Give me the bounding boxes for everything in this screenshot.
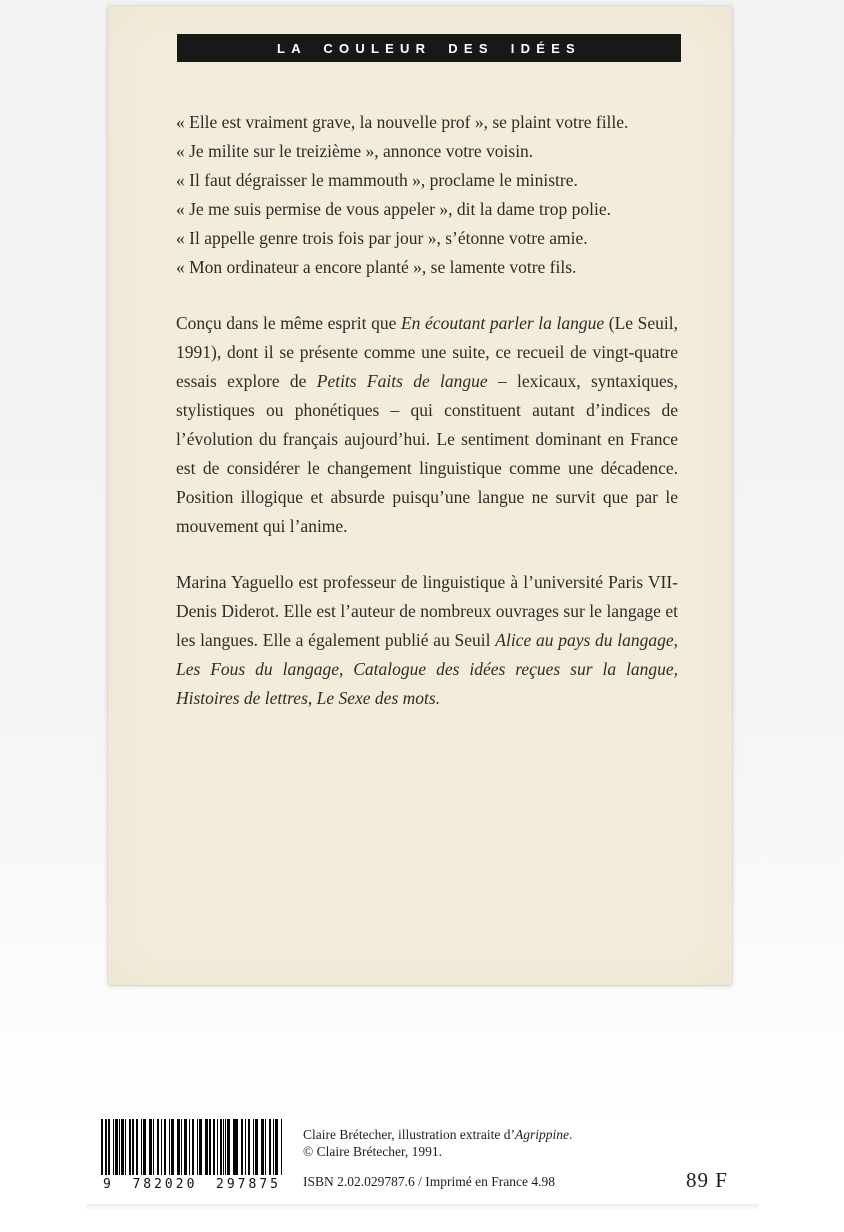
credit-segment: Claire Brétecher, illustration extraite d’ [303,1127,515,1142]
author-bio-segment: Marina Yaguello est professeur de linguistique à l’université Paris VII-Denis Diderot. Elle est l’auteur de nombreux ouvrages sur le langage et les langues. Elle a également publié au Seuil [176,572,678,650]
quote-line: « Je milite sur le treizième », annonce votre voisin. [176,141,534,161]
quote-line: « Mon ordinateur a encore planté », se lamente votre fils. [176,257,577,277]
credit-line-copyright: © Claire Brétecher, 1991. [303,1144,443,1159]
collection-banner [177,34,681,62]
barcode-bars [101,1119,283,1175]
description-paragraph [176,309,678,541]
quotes-block [176,108,678,282]
book-title-reference: Petits Faits de langue [316,371,488,391]
book-bottom-edge [86,1204,758,1211]
credit-line-illustration [303,1126,663,1143]
quote-line: « Il appelle genre trois fois par jour », s’étonne votre amie. [176,228,588,248]
quote-line: « Je me suis permise de vous appeler », dit la dame trop polie. [176,199,611,219]
author-paragraph [176,568,678,713]
cover-text [176,108,678,740]
isbn-line: ISBN 2.02.029787.6 / Imprimé en France 4.98 [303,1174,555,1189]
barcode-digit-group: 782020 [132,1177,198,1192]
barcode [97,1116,287,1194]
description-segment: (Le Seuil, 1991), dont il se présente comme une suite, ce recueil de vingt-quatre essais explore de [176,313,678,391]
quote-line: « Il faut dégraisser le mammouth », proclame le ministre. [176,170,578,190]
barcode-digit-group: 297875 [216,1177,281,1192]
quote-line: « Elle est vraiment grave, la nouvelle prof », se plaint votre fille. [176,112,629,132]
collection-title: LA COULEUR DES IDÉES [277,41,581,56]
barcode-number [101,1177,283,1192]
description-segment: Conçu dans le même esprit que [176,313,401,333]
book-title-reference: En écoutant parler la langue [400,313,605,333]
credits-block [303,1126,663,1190]
barcode-digit-group: 9 [103,1177,114,1192]
book-back-cover [108,6,732,985]
author-works-list: Alice au pays du langage, Les Fous du langage, Catalogue des idées reçues sur la langue, Histoires de lettres, Le Sexe des mots. [176,630,678,708]
description-segment: – lexicaux, syntaxiques, stylistiques ou phonétiques – qui constituent autant d’indices de l’évolution du français aujourd’hui. Le sentiment dominant en France est de considérer le changement linguistique comme une décadence. Position illogique et absurde puisqu’une langue ne survit que par le mouvement qui l’anime. [176,371,678,536]
price-label: 89 F [686,1168,728,1192]
illustration-title: Agrippine [515,1127,569,1142]
credit-segment: . [569,1127,573,1142]
